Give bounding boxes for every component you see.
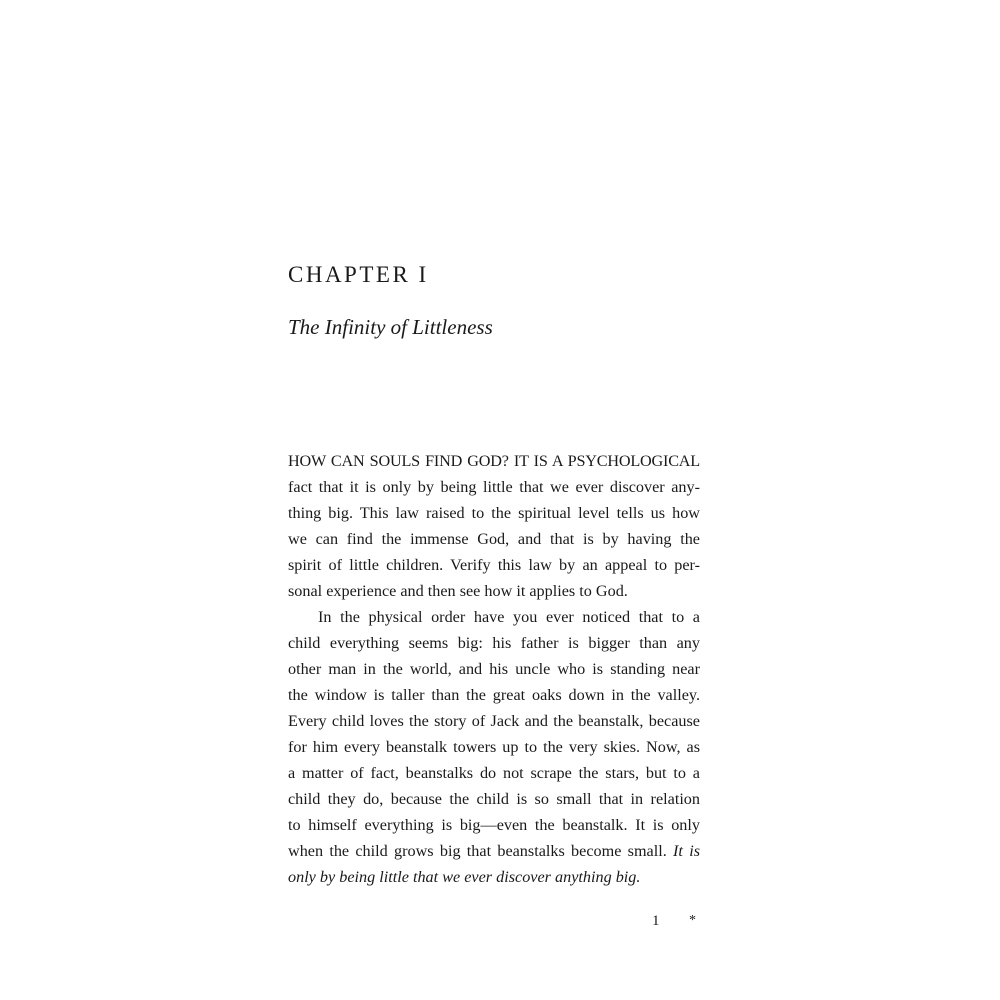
opening-line: HOW CAN SOULS FIND GOD? IT IS A PSYCHOLOGICAL — [288, 452, 700, 470]
text-segment: when the child grows big that beanstalks become small. — [288, 842, 667, 860]
text-line-with-italic — [288, 838, 700, 864]
chapter-title: The Infinity of Littleness — [288, 315, 493, 339]
chapter-heading: CHAPTER I — [288, 262, 429, 287]
text-line: Every child loves the story of Jack and the beanstalk, because — [288, 712, 700, 730]
text-line: for him every beanstalk towers up to the very skies. Now, as — [288, 738, 700, 756]
text-line: child everything seems big: his father is bigger than any — [288, 634, 700, 652]
text-line: to himself everything is big—even the beanstalk. It is only — [288, 816, 700, 834]
page-number: 1 — [652, 913, 660, 929]
italic-emphasis: It is — [673, 842, 701, 860]
ornament-star-icon: * — [689, 913, 696, 928]
text-line: we can find the immense God, and that is by having the — [288, 530, 700, 548]
text-line: thing big. This law raised to the spiritual level tells us how — [288, 504, 700, 522]
italic-emphasis: only by being little that we ever discover anything big. — [288, 868, 641, 886]
text-line: spirit of little children. Verify this law by an appeal to per- — [288, 556, 700, 574]
chapter-body — [288, 448, 700, 890]
text-line: the window is taller than the great oaks down in the valley. — [288, 686, 700, 704]
paragraph-start-line: In the physical order have you ever noticed that to a — [318, 608, 700, 626]
text-line: fact that it is only by being little that we ever discover any- — [288, 478, 700, 496]
text-line: sonal experience and then see how it applies to God. — [288, 582, 628, 600]
italic-closing-line — [288, 864, 700, 890]
text-line: a matter of fact, beanstalks do not scrape the stars, but to a — [288, 764, 700, 782]
text-line: child they do, because the child is so small that in relation — [288, 790, 700, 808]
text-line: other man in the world, and his uncle who is standing near — [288, 660, 700, 678]
